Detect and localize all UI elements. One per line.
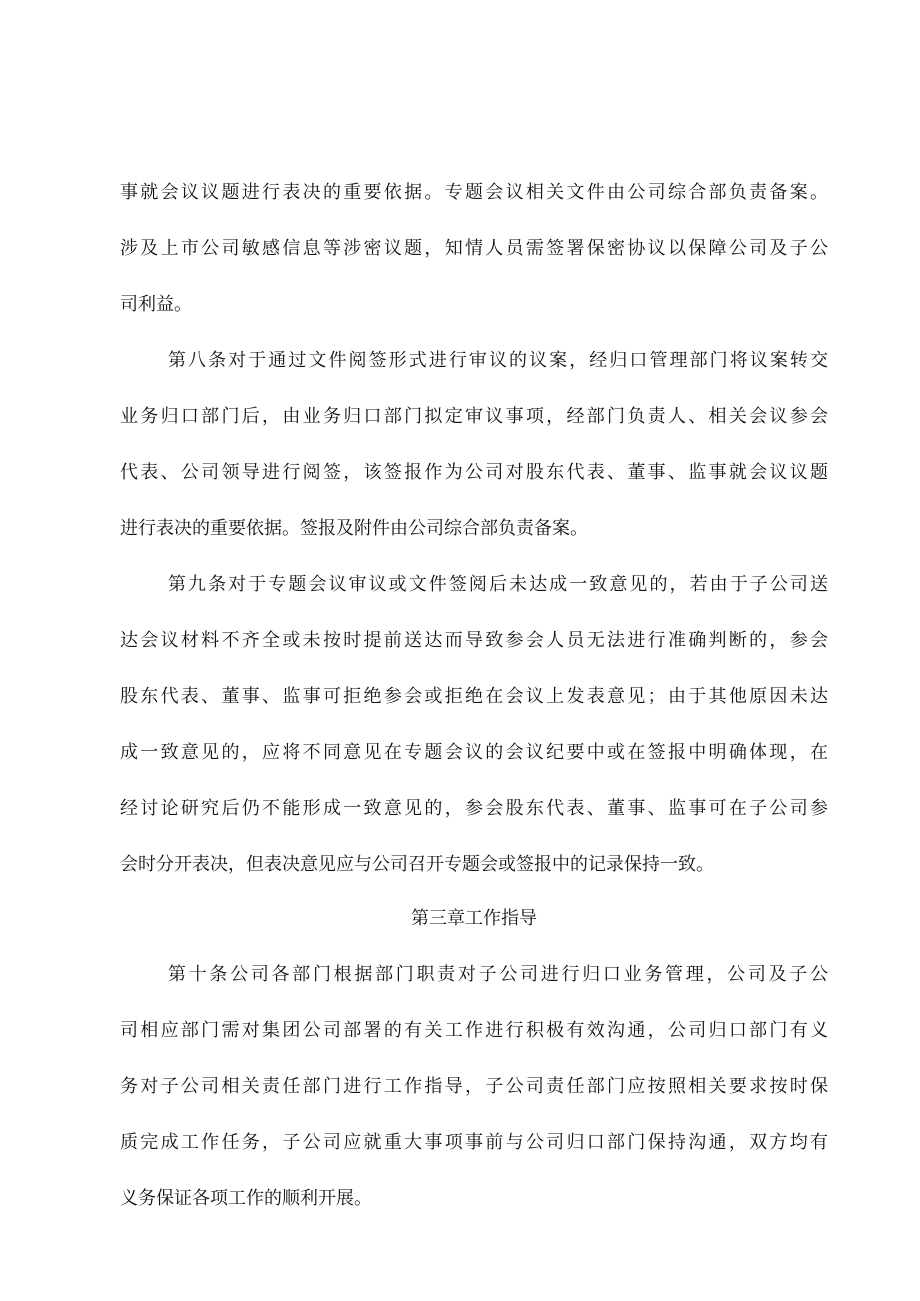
text-line: 股东代表、董事、监事可拒绝参会或拒绝在会议上发表意见；由于其他原因未达	[120, 686, 828, 707]
text-line: 务对子公司相关责任部门进行工作指导，子公司责任部门应按照相关要求按时保	[120, 1076, 828, 1097]
text-line: 成一致意见的，应将不同意见在专题会议的会议纪要中或在签报中明确体现，在	[120, 742, 828, 763]
text-line: 义务保证各项工作的顺利开展。	[120, 1188, 372, 1209]
text-line: 司利益。	[120, 294, 192, 315]
text-line: 业务归口部门后，由业务归口部门拟定审议事项，经部门负责人、相关会议参会	[120, 406, 828, 427]
text-line: 质完成工作任务，子公司应就重大事项事前与公司归口部门保持沟通，双方均有	[120, 1132, 828, 1153]
text-line: 司相应部门需对集团公司部署的有关工作进行积极有效沟通，公司归口部门有义	[120, 1020, 828, 1041]
text-line: 达会议材料不齐全或未按时提前送达而导致参会人员无法进行准确判断的，参会	[120, 630, 828, 651]
text-line: 事就会议议题进行表决的重要依据。专题会议相关文件由公司综合部负责备案。	[120, 182, 828, 203]
text-line: 经讨论研究后仍不能形成一致意见的，参会股东代表、董事、监事可在子公司参	[120, 798, 828, 819]
article-9-start: 第九条对于专题会议审议或文件签阅后未达成一致意见的，若由于子公司送	[168, 574, 828, 595]
text-line: 进行表决的重要依据。签报及附件由公司综合部负责备案。	[120, 518, 588, 539]
chapter-heading: 第三章工作指导	[411, 908, 537, 929]
text-line: 代表、公司领导进行阅签，该签报作为公司对股东代表、董事、监事就会议议题	[120, 462, 828, 483]
article-8-start: 第八条对于通过文件阅签形式进行审议的议案，经归口管理部门将议案转交	[168, 350, 828, 371]
text-line: 涉及上市公司敏感信息等涉密议题，知情人员需签署保密协议以保障公司及子公	[120, 238, 828, 259]
text-line: 会时分开表决，但表决意见应与公司召开专题会或签报中的记录保持一致。	[120, 854, 714, 875]
article-10-start: 第十条公司各部门根据部门职责对子公司进行归口业务管理，公司及子公	[168, 964, 828, 985]
